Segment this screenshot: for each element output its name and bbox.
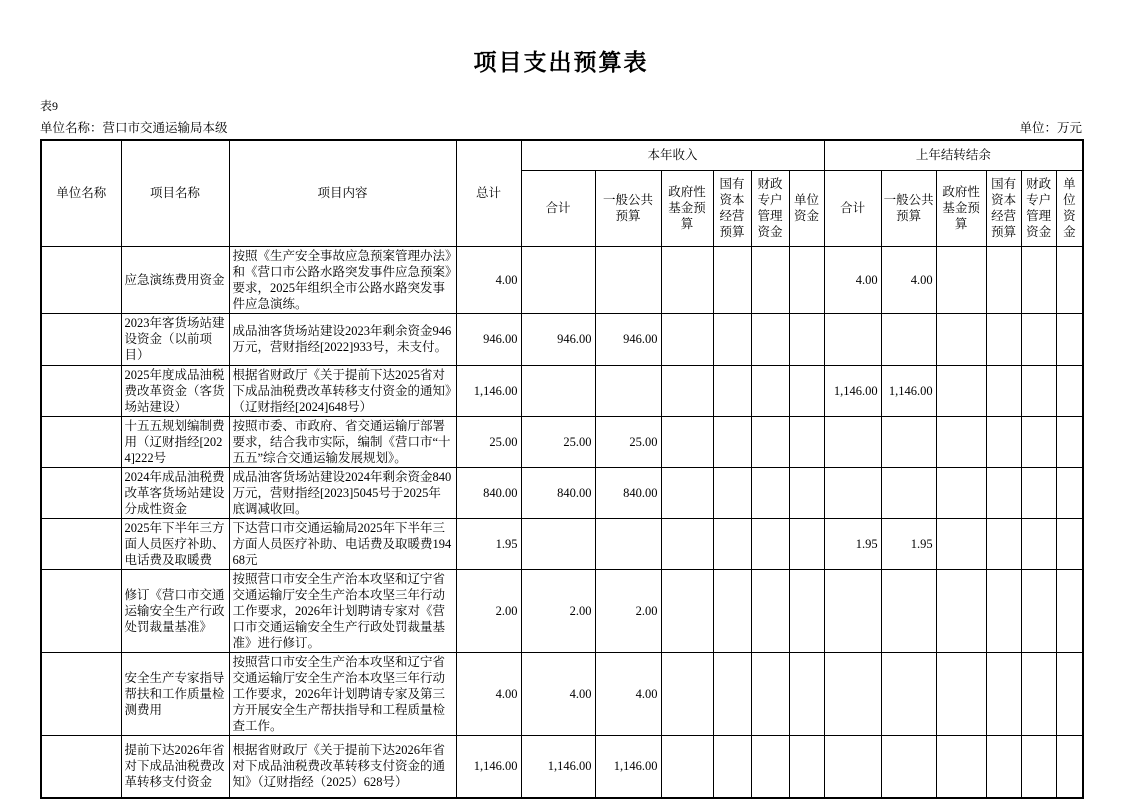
cy-fiscal-account-funds-cell: [751, 416, 789, 467]
cy-general-budget-cell: 25.00: [595, 416, 661, 467]
cy-unit-funds-cell: [789, 735, 824, 798]
project-name-cell: 2023年客货场站建设资金（以前项目）: [121, 313, 229, 365]
currency-unit-label: 单位：万元: [1019, 121, 1082, 135]
cy-total-cell: 946.00: [521, 313, 595, 365]
cy-sub-col-unit-funds: 单位资金: [789, 170, 824, 246]
unit-name-cell: [41, 652, 121, 735]
py-fiscal-account-funds-cell: [1021, 416, 1056, 467]
cy-fiscal-account-funds-cell: [751, 365, 789, 416]
py-general-budget-cell: [881, 735, 936, 798]
cy-sub-col-total: 合计: [521, 170, 595, 246]
cy-gov-fund-budget-cell: [661, 416, 713, 467]
cy-total-cell: 2.00: [521, 569, 595, 652]
py-general-budget-cell: 4.00: [881, 246, 936, 313]
cy-fiscal-account-funds-cell: [751, 246, 789, 313]
cy-gov-fund-budget-cell: [661, 313, 713, 365]
project-content-cell: 按照市委、市政府、省交通运输厅部署要求，结合我市实际，编制《营口市“十五五”综合交通运输发展规划》。: [229, 416, 456, 467]
py-state-capital-budget-cell: [986, 365, 1021, 416]
cy-general-budget-cell: 1,146.00: [595, 735, 661, 798]
py-gov-fund-budget-cell: [936, 365, 986, 416]
unit-name-label: 单位名称：营口市交通运输局本级: [40, 121, 228, 135]
cy-sub-col-state-capital-budget: 国有资本经营预算: [713, 170, 751, 246]
cy-unit-funds-cell: [789, 518, 824, 569]
cy-general-budget-cell: [595, 365, 661, 416]
py-unit-funds-cell: [1056, 416, 1083, 467]
unit-name-cell: [41, 518, 121, 569]
cy-gov-fund-budget-cell: [661, 518, 713, 569]
col-group-current-year-income: 本年收入: [521, 140, 824, 170]
cy-state-capital-budget-cell: [713, 569, 751, 652]
project-content-cell: 根据省财政厅《关于提前下达2025省对下成品油税费改革转移支付资金的通知》（辽财指经[2024]648号）: [229, 365, 456, 416]
cy-gov-fund-budget-cell: [661, 569, 713, 652]
project-name-cell: 十五五规划编制费用（辽财指经[2024]222号: [121, 416, 229, 467]
col-header-total: 总计: [456, 140, 521, 246]
py-gov-fund-budget-cell: [936, 416, 986, 467]
project-name-cell: 提前下达2026年省对下成品油税费改革转移支付资金: [121, 735, 229, 798]
py-state-capital-budget-cell: [986, 416, 1021, 467]
project-name-cell: 修订《营口市交通运输安全生产行政处罚裁量基准》: [121, 569, 229, 652]
table-row: [41, 569, 1083, 652]
cy-fiscal-account-funds-cell: [751, 313, 789, 365]
py-total-cell: [824, 652, 881, 735]
py-gov-fund-budget-cell: [936, 467, 986, 518]
py-fiscal-account-funds-cell: [1021, 652, 1056, 735]
py-fiscal-account-funds-cell: [1021, 313, 1056, 365]
table-row: [41, 365, 1083, 416]
cy-fiscal-account-funds-cell: [751, 467, 789, 518]
unit-name-cell: [41, 246, 121, 313]
cy-unit-funds-cell: [789, 246, 824, 313]
project-content-cell: 下达营口市交通运输局2025年下半年三方面人员医疗补助、电话费及取暖费19468元: [229, 518, 456, 569]
project-name-cell: 2025年下半年三方面人员医疗补助、电话费及取暖费: [121, 518, 229, 569]
project-name-cell: 安全生产专家指导帮扶和工作质量检测费用: [121, 652, 229, 735]
table-row: [41, 735, 1083, 798]
py-gov-fund-budget-cell: [936, 313, 986, 365]
cy-general-budget-cell: 840.00: [595, 467, 661, 518]
unit-name-cell: [41, 313, 121, 365]
cy-sub-col-fiscal-account-funds: 财政专户管理资金: [751, 170, 789, 246]
total-cell: 4.00: [456, 652, 521, 735]
py-state-capital-budget-cell: [986, 518, 1021, 569]
py-unit-funds-cell: [1056, 569, 1083, 652]
project-content-cell: 根据省财政厅《关于提前下达2026年省对下成品油税费改革转移支付资金的通知》（辽财指经（2025）628号）: [229, 735, 456, 798]
cy-total-cell: [521, 246, 595, 313]
py-unit-funds-cell: [1056, 467, 1083, 518]
cy-gov-fund-budget-cell: [661, 467, 713, 518]
py-general-budget-cell: [881, 313, 936, 365]
total-cell: 4.00: [456, 246, 521, 313]
py-total-cell: 1,146.00: [824, 365, 881, 416]
py-fiscal-account-funds-cell: [1021, 735, 1056, 798]
cy-state-capital-budget-cell: [713, 652, 751, 735]
py-total-cell: 1.95: [824, 518, 881, 569]
table-header: [41, 140, 1083, 246]
py-state-capital-budget-cell: [986, 569, 1021, 652]
page-title: 项目支出预算表: [473, 50, 649, 75]
col-header-project-name: 项目名称: [121, 140, 229, 246]
unit-name-cell: [41, 735, 121, 798]
py-total-cell: [824, 313, 881, 365]
col-group-carryover: 上年结转结余: [824, 140, 1083, 170]
project-name-cell: 2025年度成品油税费改革资金（客货场站建设）: [121, 365, 229, 416]
unit-name-cell: [41, 416, 121, 467]
cy-state-capital-budget-cell: [713, 246, 751, 313]
project-name-cell: 2024年成品油税费改革客货场站建设分成性资金: [121, 467, 229, 518]
cy-total-cell: 840.00: [521, 467, 595, 518]
py-sub-col-state-capital-budget: 国有资本经营预算: [986, 170, 1021, 246]
py-fiscal-account-funds-cell: [1021, 365, 1056, 416]
cy-sub-col-general-budget: 一般公共预算: [595, 170, 661, 246]
py-state-capital-budget-cell: [986, 652, 1021, 735]
meta-row: [40, 118, 1082, 136]
py-gov-fund-budget-cell: [936, 569, 986, 652]
table-row: [41, 467, 1083, 518]
total-cell: 1,146.00: [456, 735, 521, 798]
py-fiscal-account-funds-cell: [1021, 246, 1056, 313]
cy-general-budget-cell: [595, 518, 661, 569]
project-name-cell: 应急演练费用资金: [121, 246, 229, 313]
cy-total-cell: [521, 518, 595, 569]
cy-total-cell: 4.00: [521, 652, 595, 735]
cy-gov-fund-budget-cell: [661, 365, 713, 416]
cy-unit-funds-cell: [789, 467, 824, 518]
cy-unit-funds-cell: [789, 652, 824, 735]
table-body: [41, 246, 1083, 798]
col-header-unit-name: 单位名称: [41, 140, 121, 246]
py-general-budget-cell: [881, 467, 936, 518]
cy-fiscal-account-funds-cell: [751, 652, 789, 735]
cy-state-capital-budget-cell: [713, 365, 751, 416]
table-row: [41, 518, 1083, 569]
cy-fiscal-account-funds-cell: [751, 569, 789, 652]
cy-unit-funds-cell: [789, 416, 824, 467]
py-unit-funds-cell: [1056, 365, 1083, 416]
py-gov-fund-budget-cell: [936, 735, 986, 798]
cy-unit-funds-cell: [789, 569, 824, 652]
py-general-budget-cell: [881, 652, 936, 735]
budget-table: [40, 139, 1084, 799]
table-row: [41, 246, 1083, 313]
py-general-budget-cell: [881, 416, 936, 467]
py-sub-col-gov-fund-budget: 政府性基金预算: [936, 170, 986, 246]
total-cell: 1,146.00: [456, 365, 521, 416]
project-content-cell: 按照营口市安全生产治本攻坚和辽宁省交通运输厅安全生产治本攻坚三年行动工作要求，2026年计划聘请专家对《营口市交通运输安全生产行政处罚裁量基准》进行修订。: [229, 569, 456, 652]
cy-general-budget-cell: [595, 246, 661, 313]
cy-unit-funds-cell: [789, 365, 824, 416]
py-fiscal-account-funds-cell: [1021, 467, 1056, 518]
py-gov-fund-budget-cell: [936, 652, 986, 735]
cy-total-cell: 25.00: [521, 416, 595, 467]
total-cell: 840.00: [456, 467, 521, 518]
py-state-capital-budget-cell: [986, 735, 1021, 798]
project-content-cell: 成品油客货场站建设2024年剩余资金840万元，营财指经[2023]5045号于2025年底调减收回。: [229, 467, 456, 518]
cy-total-cell: [521, 365, 595, 416]
table-row: [41, 313, 1083, 365]
py-sub-col-unit-funds: 单位资金: [1056, 170, 1083, 246]
cy-state-capital-budget-cell: [713, 735, 751, 798]
cy-state-capital-budget-cell: [713, 313, 751, 365]
project-content-cell: 按照营口市安全生产治本攻坚和辽宁省交通运输厅安全生产治本攻坚三年行动工作要求，2026年计划聘请专家及第三方开展安全生产帮扶指导和工程质量检查工作。: [229, 652, 456, 735]
py-gov-fund-budget-cell: [936, 246, 986, 313]
py-total-cell: [824, 569, 881, 652]
col-header-project-content: 项目内容: [229, 140, 456, 246]
py-general-budget-cell: 1,146.00: [881, 365, 936, 416]
py-unit-funds-cell: [1056, 313, 1083, 365]
cy-state-capital-budget-cell: [713, 467, 751, 518]
py-total-cell: [824, 735, 881, 798]
cy-gov-fund-budget-cell: [661, 735, 713, 798]
py-state-capital-budget-cell: [986, 246, 1021, 313]
total-cell: 946.00: [456, 313, 521, 365]
table-row: [41, 652, 1083, 735]
unit-name-cell: [41, 569, 121, 652]
header-row-groups: [41, 140, 1083, 170]
total-cell: 2.00: [456, 569, 521, 652]
cy-gov-fund-budget-cell: [661, 652, 713, 735]
cy-general-budget-cell: 946.00: [595, 313, 661, 365]
py-general-budget-cell: [881, 569, 936, 652]
cy-total-cell: 1,146.00: [521, 735, 595, 798]
py-sub-col-general-budget: 一般公共预算: [881, 170, 936, 246]
project-content-cell: 成品油客货场站建设2023年剩余资金946万元，营财指经[2022]933号，未支付。: [229, 313, 456, 365]
total-cell: 1.95: [456, 518, 521, 569]
cy-general-budget-cell: 2.00: [595, 569, 661, 652]
cy-sub-col-gov-fund-budget: 政府性基金预算: [661, 170, 713, 246]
table-row: [41, 416, 1083, 467]
py-fiscal-account-funds-cell: [1021, 518, 1056, 569]
cy-state-capital-budget-cell: [713, 416, 751, 467]
py-unit-funds-cell: [1056, 518, 1083, 569]
cy-general-budget-cell: 4.00: [595, 652, 661, 735]
py-unit-funds-cell: [1056, 246, 1083, 313]
total-cell: 25.00: [456, 416, 521, 467]
cy-fiscal-account-funds-cell: [751, 735, 789, 798]
py-general-budget-cell: 1.95: [881, 518, 936, 569]
cy-unit-funds-cell: [789, 313, 824, 365]
py-total-cell: 4.00: [824, 246, 881, 313]
project-content-cell: 按照《生产安全事故应急预案管理办法》和《营口市公路水路突发事件应急预案》要求，2025年组织全市公路水路突发事件应急演练。: [229, 246, 456, 313]
table-number-label: 表9: [40, 99, 59, 113]
py-unit-funds-cell: [1056, 735, 1083, 798]
unit-name-cell: [41, 467, 121, 518]
py-sub-col-total: 合计: [824, 170, 881, 246]
py-total-cell: [824, 467, 881, 518]
py-fiscal-account-funds-cell: [1021, 569, 1056, 652]
py-gov-fund-budget-cell: [936, 518, 986, 569]
py-unit-funds-cell: [1056, 652, 1083, 735]
cy-state-capital-budget-cell: [713, 518, 751, 569]
py-sub-col-fiscal-account-funds: 财政专户管理资金: [1021, 170, 1056, 246]
py-total-cell: [824, 416, 881, 467]
cy-fiscal-account-funds-cell: [751, 518, 789, 569]
py-state-capital-budget-cell: [986, 313, 1021, 365]
py-state-capital-budget-cell: [986, 467, 1021, 518]
unit-name-cell: [41, 365, 121, 416]
cy-gov-fund-budget-cell: [661, 246, 713, 313]
